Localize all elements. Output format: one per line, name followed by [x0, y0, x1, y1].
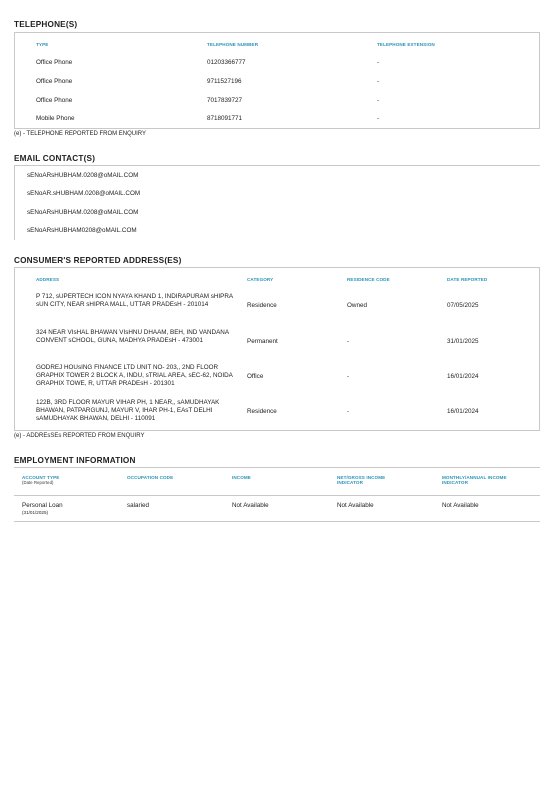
employment-monthly-annual: Not Available [442, 502, 479, 509]
address-category: Residence [247, 408, 277, 415]
employment-account-type: Personal Loan [22, 502, 63, 509]
telephones-title: TELEPHONE(S) [14, 20, 78, 29]
divider [14, 495, 540, 496]
employment-occupation-code: salaried [127, 502, 150, 509]
col-header-occupation-code: OCCUPATION CODE [127, 475, 174, 480]
account-type-header-label: ACCOUNT TYPE [22, 475, 60, 480]
col-header-monthly-annual: MONTHLY/ANNUAL INCOME INDICATOR [442, 475, 507, 485]
telephones-note: (e) - TELEPHONE REPORTED FROM ENQUIRY [14, 131, 147, 137]
phone-extension: - [377, 115, 380, 122]
address-date-reported: 07/05/2025 [447, 302, 479, 309]
col-header-type: TYPE [36, 42, 49, 47]
phone-number: 8718091771 [207, 115, 243, 122]
address-date-reported: 16/01/2024 [447, 408, 479, 415]
date-reported-sub-header: (Date Reported) [22, 480, 54, 485]
employment-date-reported: (31/01/2025) [22, 510, 49, 515]
addresses-note: (e) - ADDREsSEs REPORTED FROM ENQUIRY [14, 433, 145, 439]
phone-number: 01203366777 [207, 59, 246, 66]
divider [14, 467, 540, 468]
telephones-table [14, 32, 540, 129]
col-header-net-gross: NET/GROSS INCOME INDICATOR [337, 475, 386, 485]
col-header-income: INCOME [232, 475, 251, 480]
address-residence-code: Owned [347, 302, 367, 309]
phone-extension: - [377, 59, 380, 66]
divider [14, 521, 540, 522]
address-category: Office [247, 373, 264, 380]
address-residence-code: - [347, 408, 350, 415]
address-residence-code: - [347, 373, 350, 380]
col-header-residence-code: RESIDENCE CODE [347, 277, 390, 282]
list-item: sENoARsHUBHAM.0208@oMAIL.COM [27, 172, 139, 179]
col-header-number: TELEPHONE NUMBER [207, 42, 259, 47]
address-text: 122B, 3RD FLOOR MAYUR VIHAR PH, 1 NEAR,, sAMUDHAYAK BHAWAN, PATPARGUNJ, MAYUR V, IHAR PH-1, EAsT DELHI sAMUDHAYAK BHAWAN, DELHI - 110091 [36, 399, 220, 422]
address-category: Permanent [247, 338, 278, 345]
phone-type: Mobile Phone [36, 115, 75, 122]
list-item: sENoARsHUBHAM0208@oMAIL.COM [27, 227, 137, 234]
phone-type: Office Phone [36, 97, 73, 104]
address-text: P 712, sUPERTECH ICON NYAYA KHAND 1, INDIRAPURAM sHIPRA sUN CITY, NEAR sHIPRA MALL, UTTAR PRADEsH - 201014 [36, 293, 233, 308]
employment-net-gross: Not Available [337, 502, 374, 509]
address-residence-code: - [347, 338, 350, 345]
emails-title: EMAIL CONTACT(S) [14, 154, 96, 163]
address-date-reported: 16/01/2024 [447, 373, 479, 380]
employment-income: Not Available [232, 502, 269, 509]
address-text: GODREJ HOUsING FINANCE LTD UNIT NO- 203,, 2ND FLOOR GRAPHIX TOWER 2 BLOCK A, INDU, sTRIAL AREA, sEC-62, NOIDA GRAPHIX TOWE, R, UTTAR PRADEsH - 201301 [36, 364, 233, 387]
list-item: sENoAR.sHUBHAM.0208@oMAIL.COM [27, 190, 141, 197]
phone-extension: - [377, 97, 380, 104]
phone-number: 9711527196 [207, 78, 242, 85]
address-category: Residence [247, 302, 277, 309]
address-date-reported: 31/01/2025 [447, 338, 479, 345]
col-header-date-reported: DATE REPORTED [447, 277, 488, 282]
address-text: 324 NEAR VIsHAL BHAWAN VIsHNU DHAAM, BEH, IND VANDANA CONVENT sCHOOL, GUNA, MADHYA PRADEsH - 473001 [36, 329, 229, 344]
phone-extension: - [377, 78, 380, 85]
phone-type: Office Phone [36, 59, 73, 66]
addresses-table [14, 267, 540, 431]
col-header-address: ADDRESS [36, 277, 60, 282]
emails-list [14, 165, 540, 240]
col-header-account-type [22, 475, 59, 485]
employment-title: EMPLOYMENT INFORMATION [14, 456, 136, 465]
phone-number: 7017839727 [207, 97, 243, 104]
list-item: sENoARsHUBHAM.0208@oMAIL.COM [27, 209, 139, 216]
addresses-title: CONSUMER'S REPORTED ADDRESS(ES) [14, 256, 182, 265]
col-header-category: CATEGORY [247, 277, 274, 282]
phone-type: Office Phone [36, 78, 73, 85]
col-header-extension: TELEPHONE EXTENSION [377, 42, 435, 47]
